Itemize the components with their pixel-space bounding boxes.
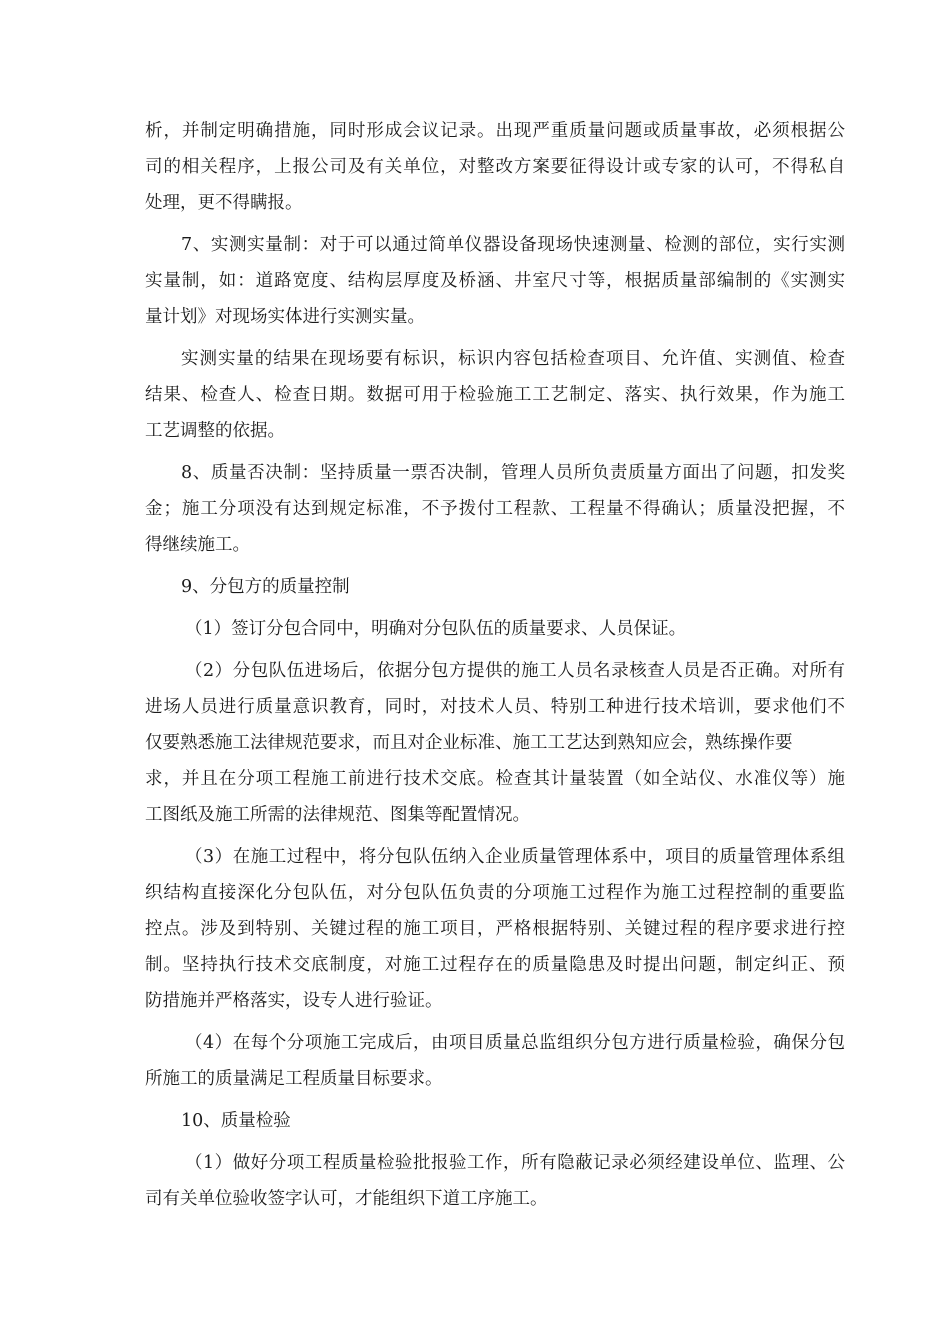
paragraph xyxy=(145,839,845,1019)
text-line: 析，并制定明确措施，同时形成会议记录。出现严重质量问题或质量事故，必须根据公 xyxy=(145,121,845,141)
paragraph xyxy=(145,227,845,335)
paragraph xyxy=(145,113,845,221)
paragraph xyxy=(145,341,845,449)
text-line: 金；施工分项没有达到规定标准，不予拨付工程款、工程量不得确认；质量没把握，不 xyxy=(145,499,845,519)
text-line: 控点。涉及到特别、关键过程的施工项目，严格根据特别、关键过程的程序要求进行控 xyxy=(145,919,845,939)
text-line: 得继续施工。 xyxy=(145,535,250,555)
text-line: 制。坚持执行技术交底制度，对施工过程存在的质量隐患及时提出问题，制定纠正、预 xyxy=(145,955,845,975)
paragraph xyxy=(145,1025,845,1097)
text-line: 司有关单位验收签字认可，才能组织下道工序施工。 xyxy=(145,1189,548,1209)
text-line: 处理，更不得瞒报。 xyxy=(145,193,303,213)
text-line: 量计划》对现场实体进行实测实量。 xyxy=(145,307,425,327)
text-line: （1）做好分项工程质量检验批报验工作，所有隐蔽记录必须经建设单位、监理、公 xyxy=(185,1153,845,1173)
section-heading xyxy=(145,1103,845,1139)
text-line: 仅要熟悉施工法律规范要求，而且对企业标准、施工工艺达到熟知应会，熟练操作要 xyxy=(145,733,793,753)
text-line: （3）在施工过程中，将分包队伍纳入企业质量管理体系中，项目的质量管理体系组 xyxy=(185,847,845,867)
section-heading xyxy=(145,569,845,605)
text-line: 工图纸及施工所需的法律规范、图集等配置情况。 xyxy=(145,805,530,825)
text-line: 工艺调整的依据。 xyxy=(145,421,285,441)
paragraph xyxy=(145,611,845,647)
text-line: （2）分包队伍进场后，依据分包方提供的施工人员名录核查人员是否正确。对所有 xyxy=(185,661,845,681)
paragraph xyxy=(145,455,845,563)
text-line: 求，并且在分项工程施工前进行技术交底。检查其计量装置（如全站仪、水准仪等）施 xyxy=(145,769,845,789)
paragraph xyxy=(145,1145,845,1217)
paragraph xyxy=(145,653,845,833)
text-line: 9、分包方的质量控制 xyxy=(181,577,350,597)
text-line: 所施工的质量满足工程质量目标要求。 xyxy=(145,1069,443,1089)
text-line: 7、实测实量制：对于可以通过简单仪器设备现场快速测量、检测的部位，实行实测 xyxy=(181,235,845,255)
text-line: 织结构直接深化分包队伍，对分包队伍负责的分项施工过程作为施工过程控制的重要监 xyxy=(145,883,845,903)
text-line: 进场人员进行质量意识教育，同时，对技术人员、特别工种进行技术培训，要求他们不 xyxy=(145,697,845,717)
text-line: （4）在每个分项施工完成后，由项目质量总监组织分包方进行质量检验，确保分包 xyxy=(185,1033,845,1053)
document-page xyxy=(145,113,845,1217)
text-line: 防措施并严格落实，设专人进行验证。 xyxy=(145,991,443,1011)
text-line: （1）签订分包合同中，明确对分包队伍的质量要求、人员保证。 xyxy=(185,619,687,639)
text-line: 实测实量的结果在现场要有标识，标识内容包括检查项目、允许值、实测值、检查 xyxy=(181,349,845,369)
text-line: 实量制，如：道路宽度、结构层厚度及桥涵、井室尺寸等，根据质量部编制的《实测实 xyxy=(145,271,845,291)
text-line: 结果、检查人、检查日期。数据可用于检验施工工艺制定、落实、执行效果，作为施工 xyxy=(145,385,845,405)
text-line: 10、质量检验 xyxy=(181,1111,291,1131)
text-line: 司的相关程序，上报公司及有关单位，对整改方案要征得设计或专家的认可，不得私自 xyxy=(145,157,845,177)
text-line: 8、质量否决制：坚持质量一票否决制，管理人员所负责质量方面出了问题，扣发奖 xyxy=(181,463,845,483)
